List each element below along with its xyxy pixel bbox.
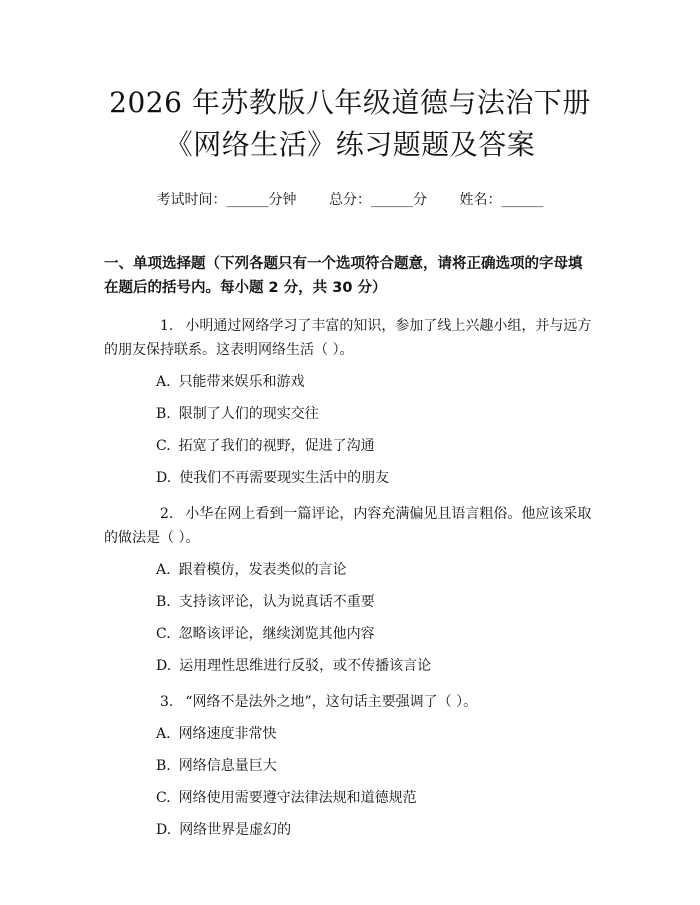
- option-text: 网络世界是虚幻的: [179, 822, 292, 838]
- exam-time: 考试时间：______分钟: [156, 192, 297, 208]
- question-text: 小华在网上看到一篇评论，内容充满偏见且语言粗俗。他应该采取的做法是（ ）。: [104, 506, 592, 546]
- option-text: 运用理性思维进行反驳，或不传播该言论: [179, 658, 432, 674]
- option-letter: A.: [156, 562, 171, 578]
- option-text: 网络使用需要遵守法律法规和道德规范: [178, 790, 417, 806]
- option-d: [156, 820, 596, 840]
- option-c: [156, 788, 596, 808]
- option-b: [156, 404, 596, 424]
- option-text: 只能带来娱乐和游戏: [178, 374, 305, 390]
- question-number: 3.: [160, 694, 174, 710]
- section-header: 一、单项选择题（下列各题只有一个选项符合题意，请将正确选项的字母填在题后的括号内。每小题 2 分，共 30 分）: [104, 256, 583, 296]
- option-letter: C.: [156, 626, 171, 642]
- question-2: [104, 502, 596, 676]
- option-a: [156, 724, 596, 744]
- option-letter: D.: [156, 470, 172, 486]
- question-stem: [104, 502, 596, 550]
- student-name: 姓名：______: [459, 192, 544, 208]
- option-b: [156, 592, 596, 612]
- question-stem: [104, 690, 596, 714]
- option-list: [104, 724, 596, 840]
- option-list: [104, 560, 596, 676]
- option-text: 使我们不再需要现实生活中的朋友: [179, 470, 390, 486]
- option-a: [156, 372, 596, 392]
- option-text: 支持该评论，认为说真话不重要: [178, 594, 375, 610]
- option-c: [156, 436, 596, 456]
- option-b: [156, 756, 596, 776]
- exam-info: [104, 190, 596, 210]
- option-d: [156, 468, 596, 488]
- option-list: [104, 372, 596, 488]
- option-d: [156, 656, 596, 676]
- option-letter: A.: [156, 374, 171, 390]
- option-letter: B.: [156, 758, 171, 774]
- question-text: “网络不是法外之地”，这句话主要强调了（ ）。: [185, 694, 478, 710]
- question-number: 2.: [160, 506, 174, 522]
- total-score: 总分：______分: [329, 192, 427, 208]
- option-letter: C.: [156, 790, 171, 806]
- option-text: 限制了人们的现实交往: [178, 406, 319, 422]
- option-letter: D.: [156, 822, 172, 838]
- option-text: 拓宽了我们的视野，促进了沟通: [178, 438, 375, 454]
- option-letter: D.: [156, 658, 172, 674]
- question-1: [104, 314, 596, 488]
- option-letter: B.: [156, 594, 171, 610]
- question-stem: [104, 314, 596, 362]
- option-text: 跟着模仿，发表类似的言论: [178, 562, 347, 578]
- option-text: 忽略该评论，继续浏览其他内容: [178, 626, 375, 642]
- option-a: [156, 560, 596, 580]
- document-title: 2026 年苏教版八年级道德与法治下册《网络生活》练习题题及答案: [109, 86, 591, 161]
- option-letter: B.: [156, 406, 171, 422]
- option-text: 网络速度非常快: [178, 726, 277, 742]
- question-3: [104, 690, 596, 840]
- option-text: 网络信息量巨大: [178, 758, 277, 774]
- option-letter: C.: [156, 438, 171, 454]
- option-letter: A.: [156, 726, 171, 742]
- option-c: [156, 624, 596, 644]
- question-text: 小明通过网络学习了丰富的知识，参加了线上兴趣小组，并与远方的朋友保持联系。这表明网络生活（ ）。: [104, 318, 592, 358]
- question-number: 1.: [160, 318, 174, 334]
